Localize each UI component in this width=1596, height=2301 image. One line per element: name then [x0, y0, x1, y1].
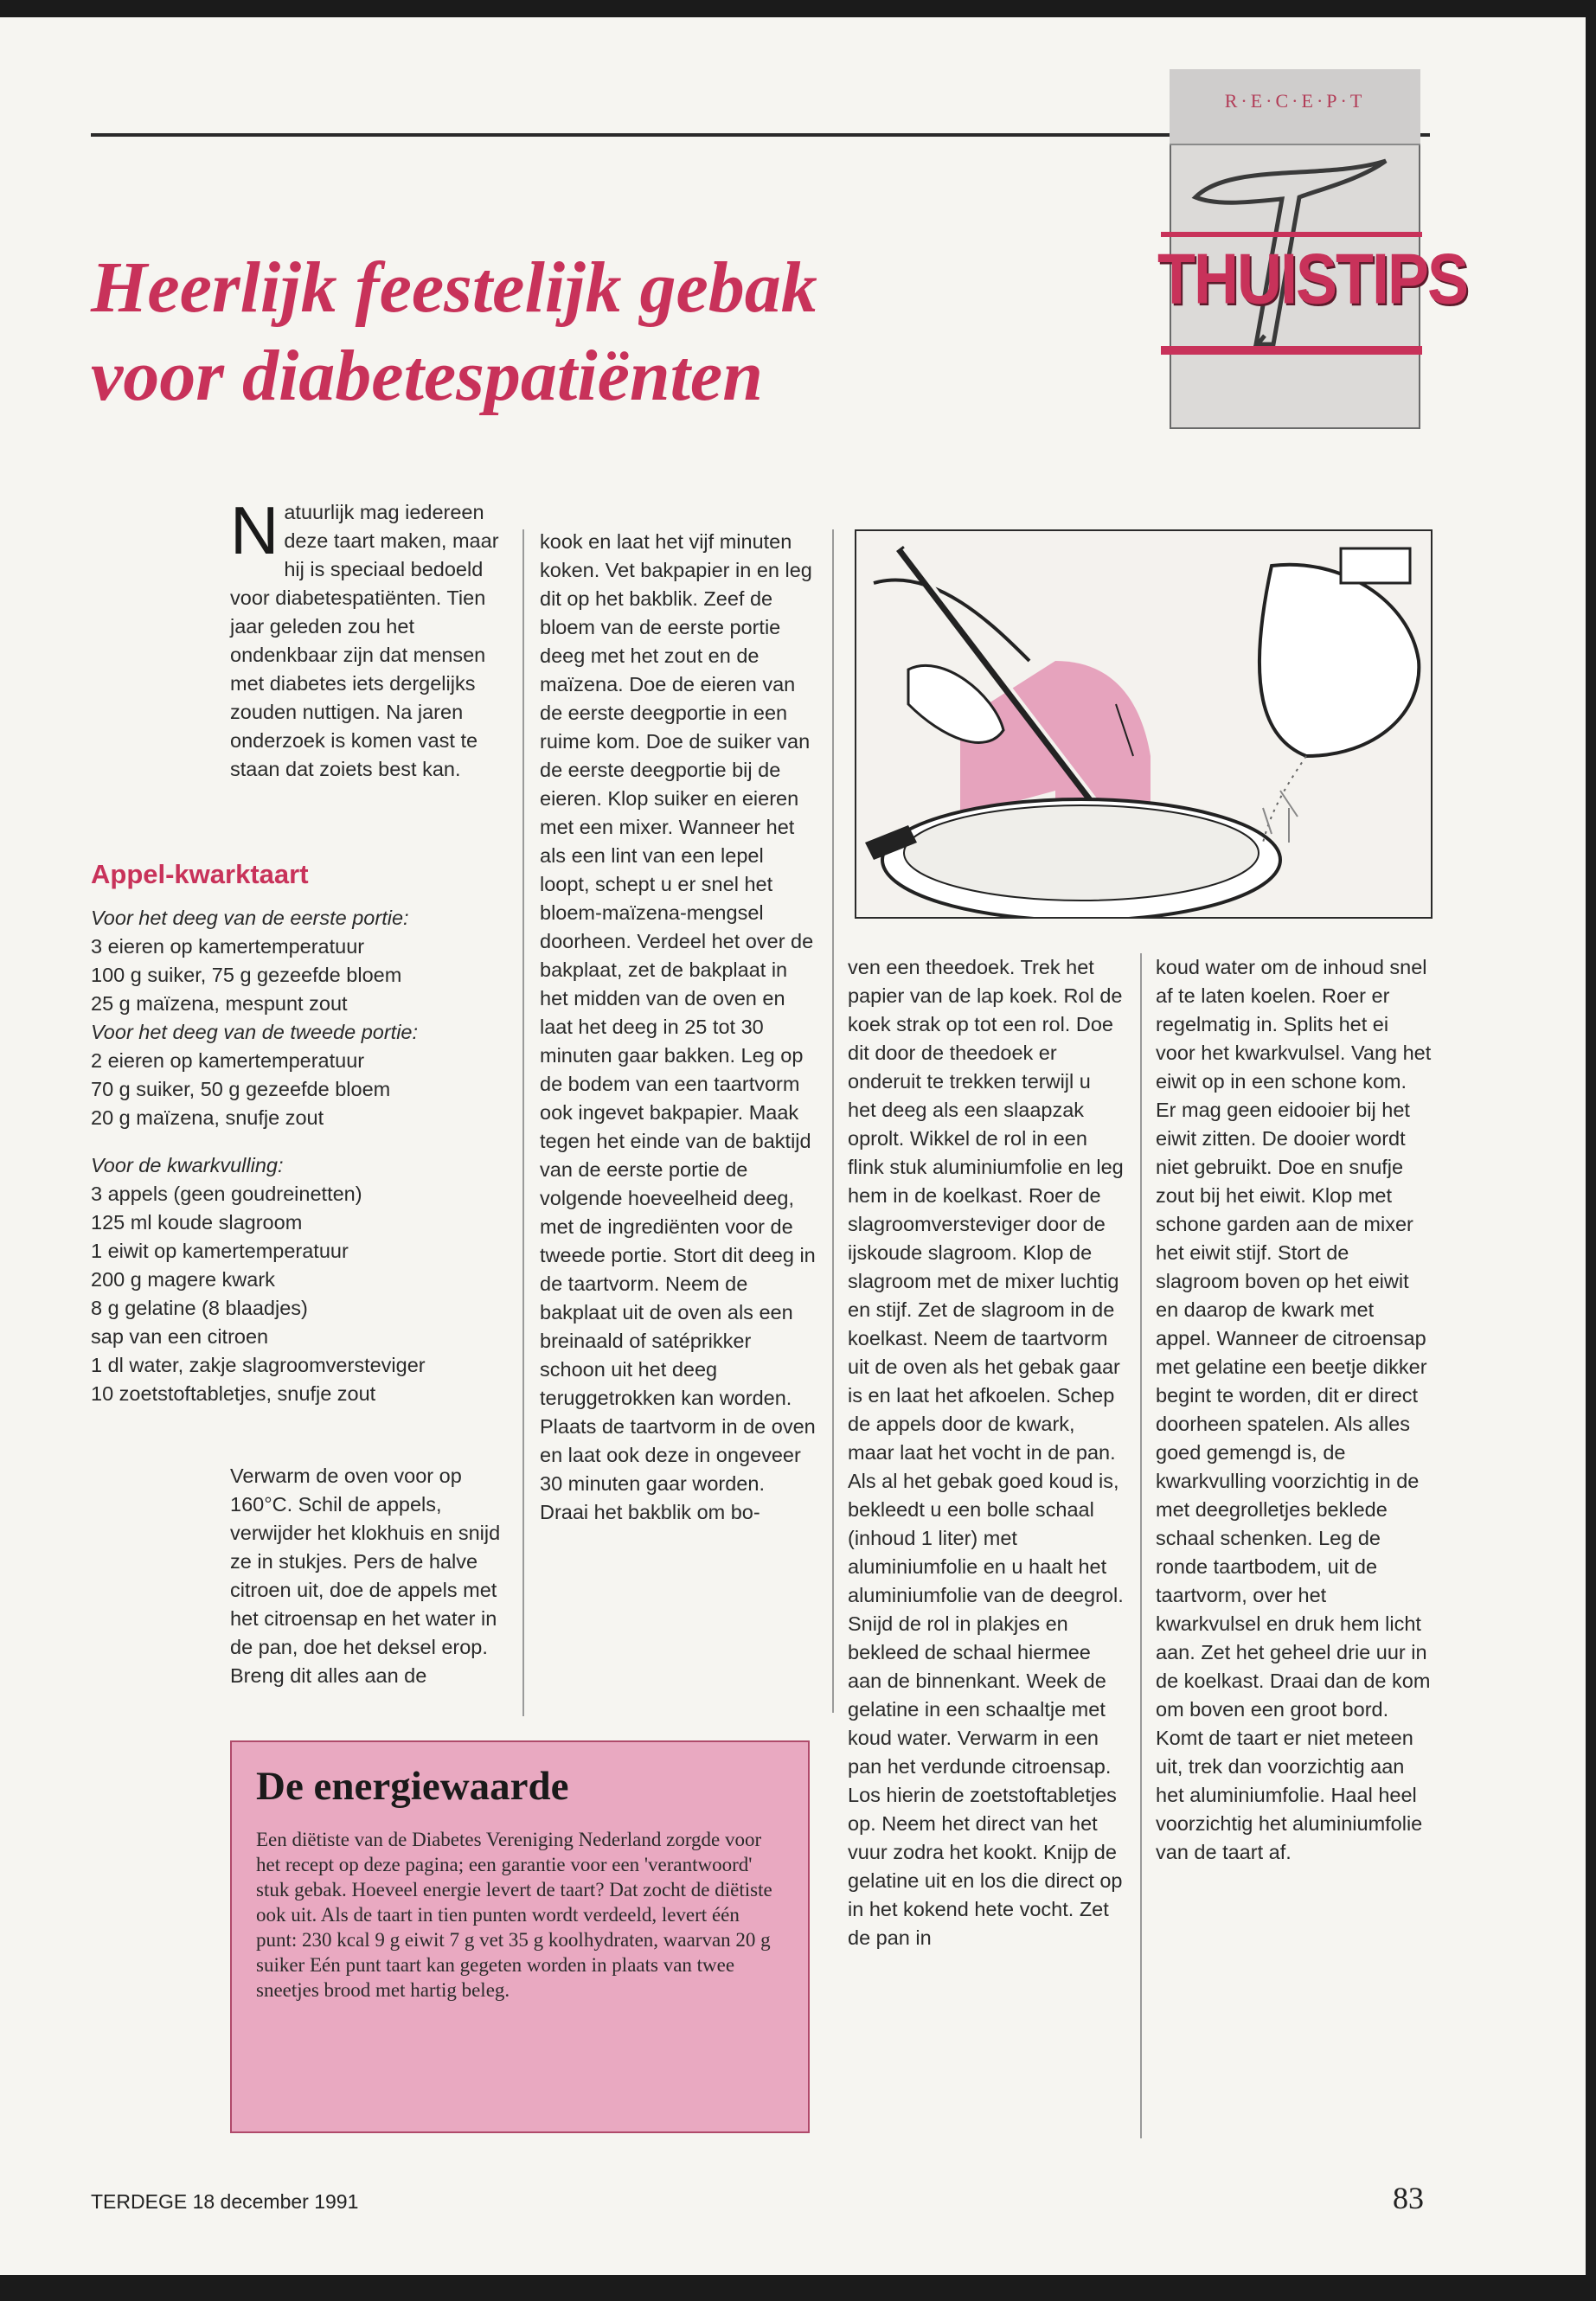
column-divider — [1140, 953, 1142, 2138]
page-border-bottom — [0, 2275, 1596, 2301]
ingredient: 70 g suiker, 50 g gezeefde bloem — [91, 1078, 391, 1100]
ingredient: 25 g maïzena, mespunt zout — [91, 992, 348, 1015]
ingredient: 2 eieren op kamertemperatuur — [91, 1049, 365, 1072]
energy-box-heading: De energiewaarde — [256, 1764, 569, 1809]
footer-publication: TERDEGE 18 december 1991 — [91, 2190, 359, 2213]
ingredient: 200 g magere kwark — [91, 1268, 275, 1291]
illustration-drawing — [856, 531, 1431, 917]
logo-bar-bottom — [1161, 346, 1422, 355]
ingredient: sap van een citroen — [91, 1325, 269, 1348]
intro-paragraph — [230, 492, 507, 784]
ingredient: 1 eiwit op kamertemperatuur — [91, 1240, 349, 1262]
ingredient: 125 ml koude slagroom — [91, 1211, 303, 1234]
column-1-text: Verwarm de oven voor op 160°C. Schil de appels, verwijder het klokhuis en snijd ze in stukjes. Pers de halve citroen uit, doe de appels met het citroensap en het water in de pan, doe het deksel erop. Breng dit alles aan de — [230, 1465, 501, 1687]
dropcap: N — [230, 492, 279, 568]
ingredient: 1 dl water, zakje slagroomversteviger — [91, 1354, 426, 1376]
recipe-heading: Appel-kwarktaart — [91, 859, 309, 889]
logo-text: THUISTIPS — [1157, 240, 1468, 319]
ingredient: 3 eieren op kamertemperatuur — [91, 935, 365, 958]
ingredient: 100 g suiker, 75 g gezeefde bloem — [91, 964, 402, 986]
column-4-text: koud water om de inhoud snel af te laten koelen. Roer er regelmatig in. Splits het ei voor het kwarkvulsel. Vang het eiwit op in een schone kom. Er mag geen eidooier bij het eiwit zitten. De dooier wordt niet gebruikt. Doe en snufje zout bij het eiwit. Klop met schone garden aan de mixer het eiwit stijf. Stort de slagroom boven op het eiwit en daarop de kwark met appel. Wanneer de citroensap met gelatine een beetje dikker begint te worden, dit er direct doorheen spatelen. Als alles goed gemengd is, de kwarkvulling voorzichtig in de met deegrolletjes beklede schaal schenken. Leg de ronde taartbodem, uit de taartvorm, over het kwarkvulsel en druk hem licht aan. Zet het geheel drie uur in de koelkast. Draai dan de kom om boven een groot bord. Komt de taart er niet meteen uit, trek dan voorzichtig aan het aluminiumfolie. Haal heel voorzichtig het aluminiumfolie van de taart af. — [1156, 956, 1432, 1863]
ingredient: 20 g maïzena, snufje zout — [91, 1106, 324, 1129]
cooking-illustration — [855, 529, 1433, 919]
logo-label: R·E·C·E·P·T — [1224, 90, 1366, 112]
title-line-2: voor diabetespatiënten — [91, 336, 763, 416]
energy-value-box — [230, 1740, 810, 2133]
page-border-right — [1586, 0, 1596, 2301]
energy-box-text: Een diëtiste van de Diabetes Vereniging Nederland zorgde voor het recept op deze pagina; een garantie voor een 'verantwoord' stuk gebak. Hoeveel energie levert de taart? Dat zocht de diëtiste ook uit. Als de taart in tien punten wordt verdeeld, levert één punt: 230 kcal 9 g eiwit 7 g vet 35 g koolhydraten, waarvan 20 g suiker Eén punt taart kan gegeten worden in plaats van twee sneetjes brood met hartig beleg. — [256, 1829, 772, 2001]
page-title — [91, 244, 1086, 420]
column-divider — [522, 529, 524, 1716]
ingredient: 10 zoetstoftabletjes, snufje zout — [91, 1382, 376, 1405]
title-line-1: Heerlijk feestelijk gebak — [91, 247, 817, 328]
column-divider — [832, 529, 834, 1713]
column-3-text: ven een theedoek. Trek het papier van de lap koek. Rol de koek strak op tot een rol. Doe dit door de theedoek er onderuit te trekken terwijl u het deeg als een slaapzak oprolt. Wikkel de rol in een flink stuk aluminiumfolie en leg hem in de koelkast. Roer de slagroomversteviger door de ijskoude slagroom. Klop de slagroom met de mixer luchtig en stijf. Zet de slagroom in de koelkast. Neem de taartvorm uit de oven als het gebak gaar is en laat het afkoelen. Schep de appels door de kwark, maar laat het vocht in de pan. Als al het gebak goed koud is, bekleedt u een bolle schaal (inhoud 1 liter) met aluminiumfolie en u haalt het aluminiumfolie van de deegrol. Snijd de rol in plakjes en bekleed de schaal hiermee aan de binnenkant. Week de gelatine in een schaaltje met koud water. Verwarm in een pan het verdunde citroensap. Los hierin de zoetstoftabletjes op. Neem het direct van het vuur zodra het kookt. Knijp de gelatine uit en los die direct op in het kokend hete vocht. Zet de pan in — [848, 956, 1124, 1949]
page-border-top — [0, 0, 1596, 17]
deeg1-heading: Voor het deeg van de eerste portie: — [91, 907, 409, 929]
logo-bar-top — [1161, 232, 1422, 237]
ingredient: 3 appels (geen goudreinetten) — [91, 1183, 362, 1205]
intro-text: atuurlijk mag iedereen deze taart maken, maar hij is speciaal bedoeld voor diabetespatiënten. Tien jaar geleden zou het ondenkbaar zijn dat mensen met diabetes iets dergelijks zouden nuttigen. Na jaren onderzoek is komen vast te staan dat zoiets best kan. — [230, 501, 499, 780]
column-2-text: kook en laat het vijf minuten koken. Vet bakpapier in en leg dit op het bakblik. Zeef de bloem van de eerste portie deeg met het zout en de maïzena. Doe de eieren van de eerste deegportie in een ruime kom. Doe de suiker van de eerste deegportie bij de eieren. Klop suiker en eieren met een mixer. Wanneer het als een lint van een lepel loopt, schept u er snel het bloem-maïzena-mengsel doorheen. Verdeel het over de bakplaat, zet de bakplaat in het midden van de oven en laat het deeg in 25 tot 30 minuten gaar bakken. Leg op de bodem van een taartvorm ook ingevet bakpapier. Maak tegen het einde van de baktijd van de eerste portie de volgende hoeveelheid deeg, met de ingrediënten voor de tweede portie. Stort dit deeg in de taartvorm. Neem de bakplaat uit de oven als een breinaald of satéprikker schoon uit het deeg teruggetrokken kan worden. Plaats de taartvorm in de oven en laat ook deze in ongeveer 30 minuten gaar worden. Draai het bakblik om bo- — [540, 530, 816, 1523]
vulling-heading: Voor de kwarkvulling: — [91, 1154, 284, 1176]
recipe-ingredients — [91, 860, 515, 1408]
page-number: 83 — [1393, 2181, 1424, 2215]
ingredient: 8 g gelatine (8 blaadjes) — [91, 1297, 308, 1319]
deeg2-heading: Voor het deeg van de tweede portie: — [91, 1021, 419, 1043]
